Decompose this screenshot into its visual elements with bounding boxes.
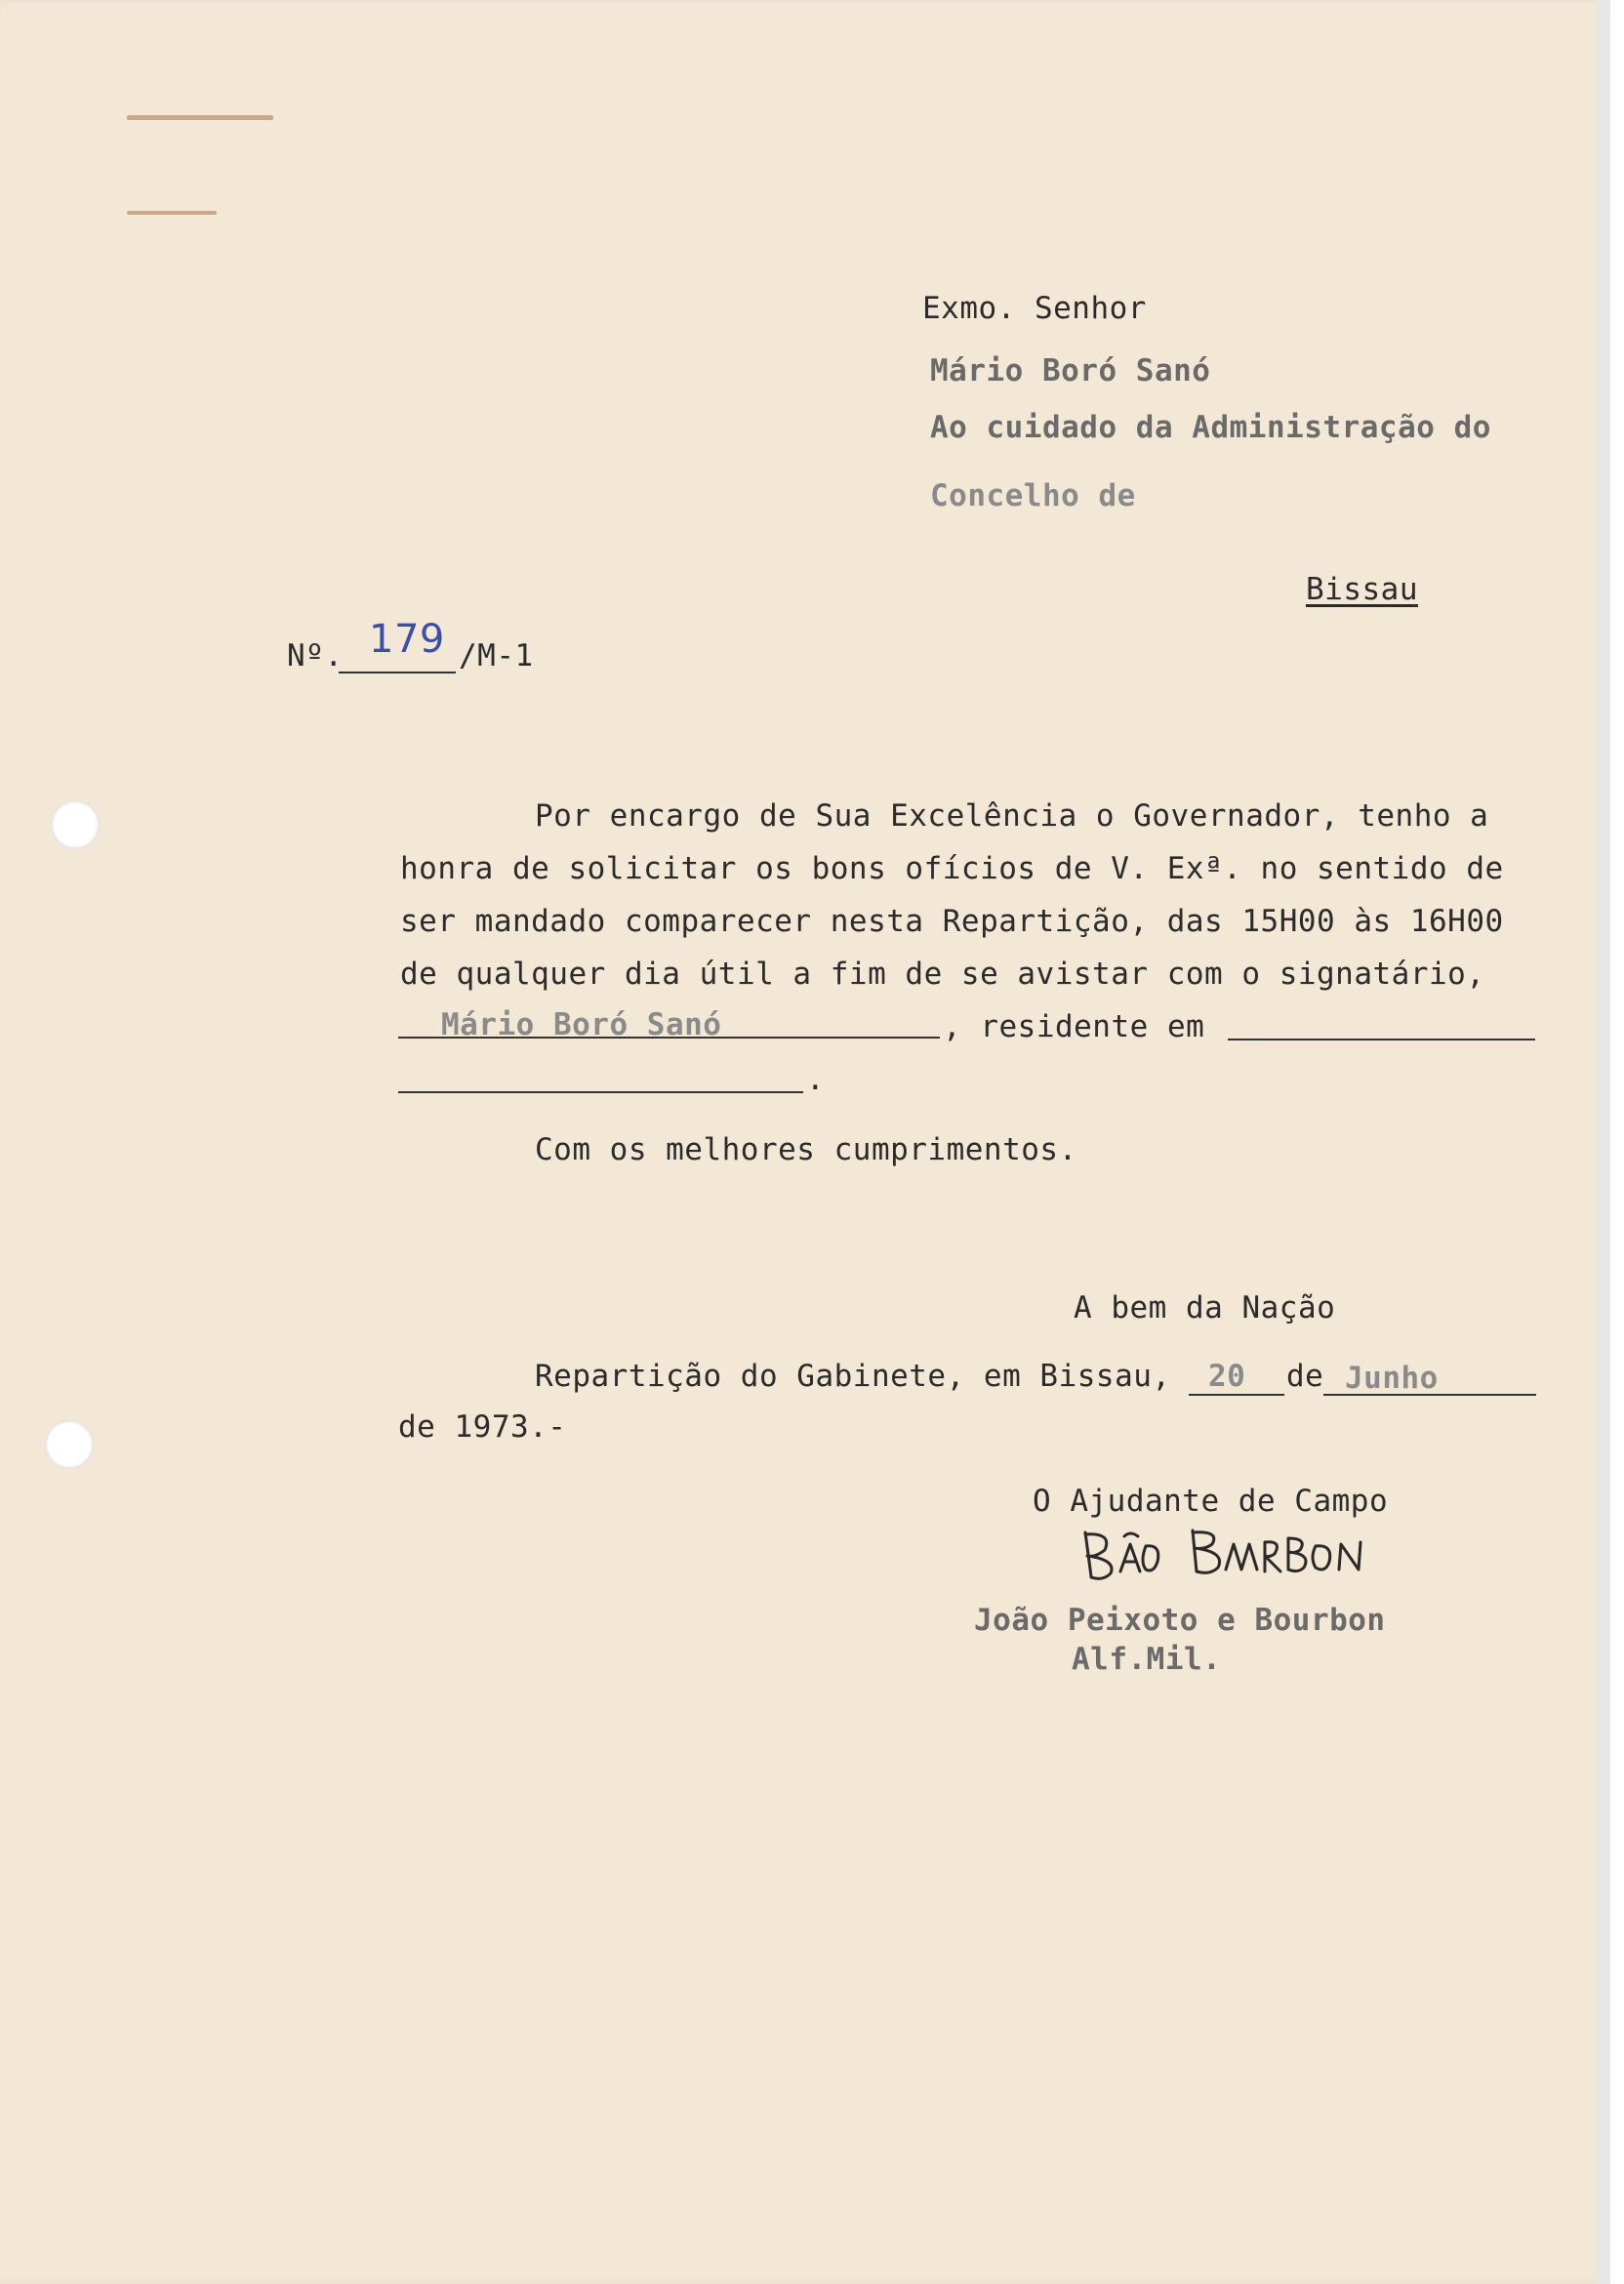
body-line-4: de qualquer dia útil a fim de se avistar com o signatário, — [400, 957, 1485, 992]
closing-month: Junho — [1345, 1361, 1439, 1396]
body-period: . — [806, 1062, 826, 1097]
day-blank-line — [1189, 1394, 1284, 1396]
closing-greeting: Com os melhores cumprimentos. — [535, 1132, 1077, 1167]
body-line-3: ser mandado comparecer nesta Repartição, das 15H00 às 16H00 — [400, 904, 1504, 939]
recipient-line3: Concelho de — [930, 478, 1136, 513]
month-blank-line — [1323, 1394, 1536, 1396]
recipient-city: Bissau — [1306, 572, 1418, 607]
reference-number: 179 — [369, 617, 445, 662]
closing-de: de — [1286, 1359, 1324, 1394]
reference-prefix: Nº. — [287, 638, 344, 673]
salutation: Exmo. Senhor — [922, 291, 1147, 326]
staple-mark — [127, 115, 273, 120]
body-line-1: Por encargo de Sua Excelência o Governador, tenho a — [535, 798, 1489, 834]
person-blank-line — [398, 1037, 940, 1039]
recipient-line2: Ao cuidado da Administração do — [930, 410, 1491, 445]
reference-suffix: /M-1 — [459, 638, 534, 673]
punch-hole — [45, 1420, 94, 1469]
recipient-name: Mário Boró Sanó — [930, 353, 1211, 388]
signature-name: João Peixoto e Bourbon — [974, 1603, 1386, 1638]
closing-motto: A bem da Nação — [1074, 1290, 1336, 1326]
staple-mark — [127, 211, 217, 215]
body-line-2: honra de solicitar os bons ofícios de V. Exª. no sentido de — [400, 851, 1504, 886]
closing-year: de 1973.- — [398, 1409, 567, 1445]
residence-blank-line-2 — [398, 1091, 803, 1093]
reference-number-line — [339, 672, 456, 673]
signature-rank: Alf.Mil. — [1072, 1642, 1222, 1677]
body-person-name: Mário Boró Sanó — [441, 1007, 722, 1042]
closing-day: 20 — [1208, 1359, 1246, 1394]
handwritten-signature — [1074, 1523, 1366, 1591]
residence-blank-line — [1228, 1039, 1535, 1040]
punch-hole — [51, 800, 100, 849]
body-residente: , residente em — [943, 1009, 1205, 1044]
closing-place: Repartição do Gabinete, em Bissau, — [535, 1359, 1171, 1394]
signature-title: O Ajudante de Campo — [1033, 1484, 1389, 1519]
page-edge — [1597, 0, 1610, 2284]
